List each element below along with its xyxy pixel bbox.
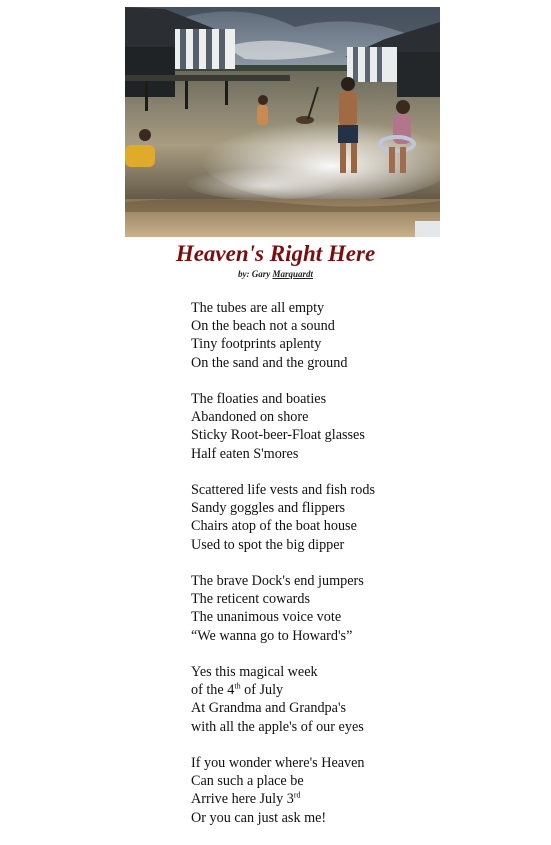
stanza-5	[191, 663, 521, 736]
poem-line: “We wanna go to Howard's”	[191, 627, 353, 644]
poem-line: Can such a place be	[191, 773, 304, 790]
poem-line: Sticky Root-beer-Float glasses	[191, 427, 365, 444]
poem-line: On the sand and the ground	[191, 354, 348, 371]
poem-line: At Grandma and Grandpa's	[191, 700, 347, 717]
poem-line: The floaties and boaties	[191, 391, 327, 407]
poem-line: If you wonder where's Heaven	[191, 755, 365, 771]
byline-prefix: by: Gary	[237, 269, 273, 279]
poem-line: Tiny footprints aplenty	[191, 336, 322, 353]
poem-title: Heaven's Right Here	[175, 241, 376, 266]
poem-line: Chairs atop of the boat house	[191, 518, 357, 535]
beach-photo-illustration	[125, 7, 440, 237]
poem-line: Sandy goggles and flippers	[191, 500, 346, 517]
beach-photo	[125, 7, 440, 237]
poem-line: Used to spot the big dipper	[191, 536, 345, 553]
poem-line: The unanimous voice vote	[191, 609, 342, 626]
poem-line: Half eaten S'mores	[191, 445, 299, 462]
poem-line: Scattered life vests and fish rods	[191, 482, 375, 498]
poem-line: The tubes are all empty	[191, 300, 325, 316]
poem-line: The reticent cowards	[191, 591, 310, 608]
author-name: Marquardt	[272, 269, 313, 279]
byline	[0, 268, 551, 280]
stanza-6	[191, 754, 521, 827]
stanza-4	[191, 572, 521, 645]
poem-line: On the beach not a sound	[191, 318, 335, 335]
poem-line: Abandoned on shore	[191, 409, 309, 426]
poem-body	[191, 299, 521, 845]
stanza-2	[191, 390, 521, 463]
stanza-1	[191, 299, 521, 372]
poem-line-with-superscript: Arrive here July 3rd	[191, 790, 301, 808]
poem-line: Or you can just ask me!	[191, 809, 327, 826]
poem-line: The brave Dock's end jumpers	[191, 573, 364, 589]
poem-line: Yes this magical week	[191, 664, 318, 680]
poem-line: with all the apple's of our eyes	[191, 718, 364, 735]
poem-line-with-superscript: of the 4th of July	[191, 681, 284, 699]
stanza-3	[191, 481, 521, 554]
